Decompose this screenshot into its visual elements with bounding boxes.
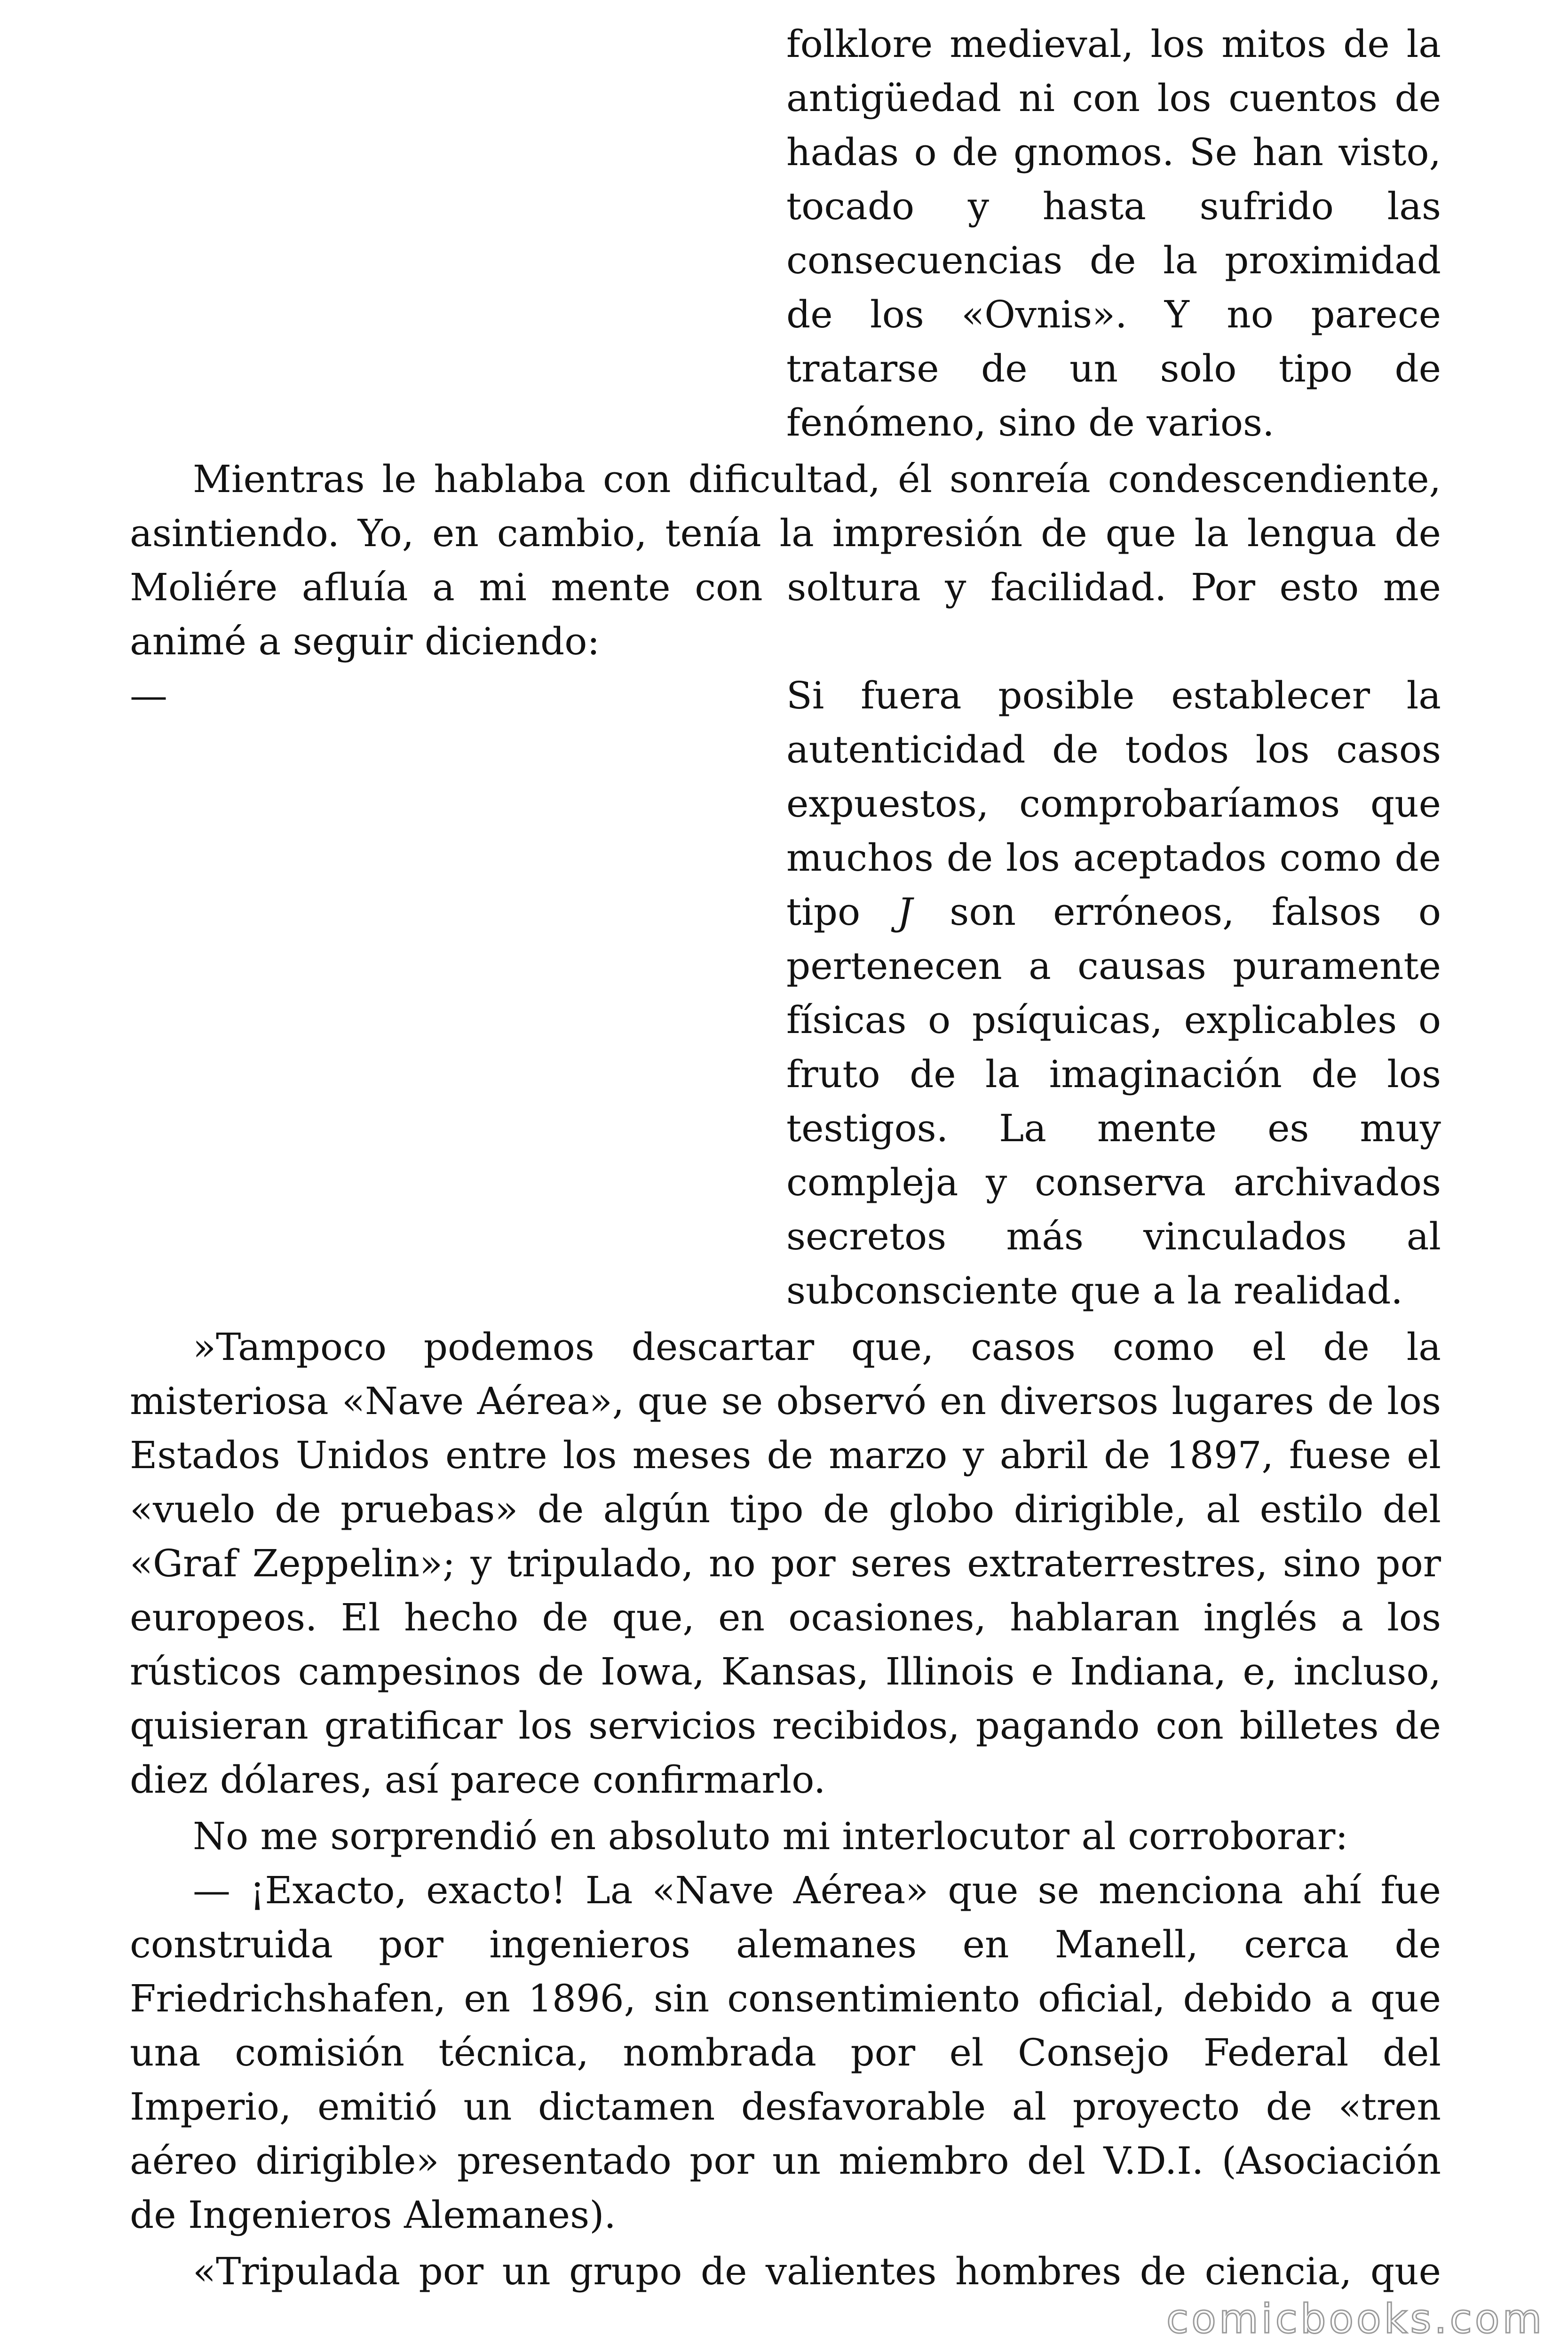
text-line: asintiendo. Yo, en cambio, tenía la impresión de que la lengua de [130, 511, 1441, 555]
text-line: autenticidad de todos los casos [786, 728, 1441, 771]
text-line: construida por ingenieros alemanes en Manell, cerca de [130, 1923, 1441, 1966]
text-line: hadas o de gnomos. Se han visto, [786, 130, 1441, 174]
italic-letter: J [897, 890, 913, 934]
watermark: comicbooks.com [1166, 2296, 1545, 2343]
text-line: misteriosa «Nave Aérea», que se observó en diversos lugares de los [130, 1379, 1441, 1423]
text-line: — ¡Exacto, exacto! La «Nave Aérea» que se menciona ahí fue [193, 1868, 1441, 1912]
text-line: tipo J son erróneos, falsos o [786, 890, 1441, 934]
dialogue-dash: — [130, 674, 167, 717]
text-line: consecuencias de la proximidad [786, 238, 1441, 282]
text-line: expuestos, comprobaríamos que [786, 782, 1441, 826]
text-line: secretos más vinculados al [786, 1215, 1441, 1258]
text-line: «Graf Zeppelin»; y tripulado, no por seres extraterrestres, sino por [130, 1542, 1441, 1585]
text-line: diez dólares, así parece confirmarlo. [130, 1758, 826, 1802]
text-line: rústicos campesinos de Iowa, Kansas, Illinois e Indiana, e, incluso, [130, 1650, 1441, 1693]
text-line: de Ingenieros Alemanes). [130, 2193, 616, 2237]
text-line: antigüedad ni con los cuentos de [786, 76, 1441, 120]
text-line: No me sorprendió en absoluto mi interlocutor al corroborar: [193, 1814, 1348, 1858]
text-line: compleja y conserva archivados [786, 1160, 1441, 1204]
text-line: «vuelo de pruebas» de algún tipo de globo dirigible, al estilo del [130, 1487, 1441, 1531]
text-line: tocado y hasta sufrido las [786, 184, 1441, 228]
text-line: tratarse de un solo tipo de [786, 347, 1441, 390]
text-line: Si fuera posible establecer la [786, 674, 1441, 717]
text-line: «Tripulada por un grupo de valientes hombres de ciencia, que [193, 2249, 1441, 2293]
text-line: Imperio, emitió un dictamen desfavorable al proyecto de «tren [130, 2085, 1441, 2129]
text-line: testigos. La mente es muy [786, 1106, 1441, 1150]
text-line: subconsciente que a la realidad. [786, 1269, 1403, 1312]
text-line: aéreo dirigible» presentado por un miembro del V.D.I. (Asociación [130, 2139, 1441, 2183]
text-line: »Tampoco podemos descartar que, casos como el de la [193, 1325, 1441, 1369]
text-line: Mientras le hablaba con dificultad, él sonreía condescendiente, [193, 457, 1441, 501]
text-line: fenómeno, sino de varios. [786, 401, 1275, 445]
text-line: una comisión técnica, nombrada por el Consejo Federal del [130, 2031, 1441, 2074]
text-line: pertenecen a causas puramente [786, 944, 1441, 988]
text-line: Friedrichshafen, en 1896, sin consentimiento oficial, debido a que [130, 1977, 1441, 2020]
text-line: de los «Ovnis». Y no parece [786, 293, 1441, 336]
text-line: fruto de la imaginación de los [786, 1052, 1441, 1096]
text-line: físicas o psíquicas, explicables o [786, 998, 1441, 1042]
text-line: quisieran gratificar los servicios recibidos, pagando con billetes de [130, 1704, 1441, 1748]
text-line: animé a seguir diciendo: [130, 620, 600, 663]
text-line: europeos. El hecho de que, en ocasiones, hablaran inglés a los [130, 1596, 1441, 1639]
text-line: Moliére afluía a mi mente con soltura y facilidad. Por esto me [130, 565, 1441, 609]
text-line: Estados Unidos entre los meses de marzo y abril de 1897, fuese el [130, 1433, 1441, 1477]
text-line: folklore medieval, los mitos de la [786, 22, 1441, 66]
text-line: muchos de los aceptados como de [786, 836, 1441, 880]
